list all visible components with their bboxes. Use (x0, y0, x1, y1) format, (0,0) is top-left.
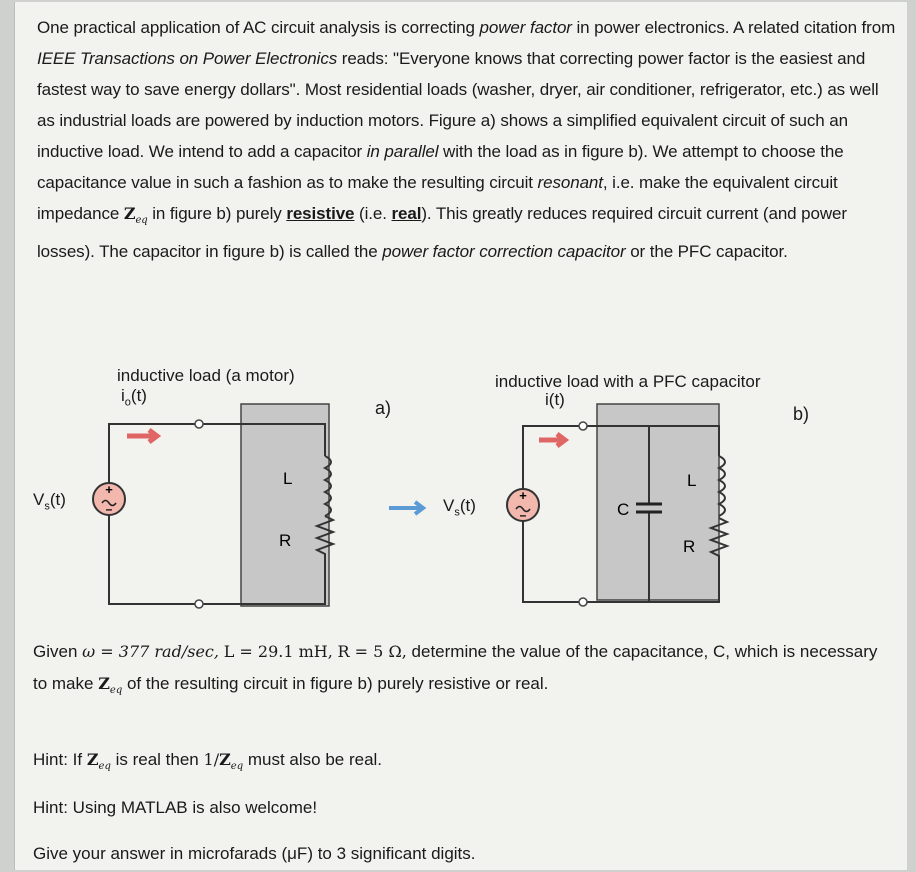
figure-b-current-label: i(t) (545, 390, 565, 409)
figure-b-resistor-label: R (683, 537, 696, 556)
figure-b-caption: inductive load with a PFC capacitor (495, 372, 761, 391)
current-arrow-icon (127, 430, 157, 442)
circuit-diagrams (15, 386, 907, 626)
terminal-node (195, 600, 203, 608)
intro-paragraph: One practical application of AC circuit analysis is correcting power factor in power electronics. A related citation from IEEE Transactions on Power Electronics reads: "Everyone knows that correcting power factor is the easiest and fastest way to save energy dollars". Most residential loads (washer, dryer, air conditioner, refrigerator, etc.) as well as industrial loads are powered by induction motors. Figure a) shows a simplified equivalent circuit of such an inductive load. We intend to add a capacitor in parallel with the load as in figure b). We attempt to choose the capacitance value in such a fashion as to make the resulting circuit resonant, i.e. make the equivalent circuit impedance $Z_{eq}$ in figure b) purely resistive (i.e. real). This greatly reduces required circuit current (and power losses). The capacitor in figure b) is called the power factor correction capacitor or the PFC capacitor. (37, 18, 896, 262)
figure-a-load-box (241, 404, 329, 606)
figure-a-caption: inductive load (a motor) (117, 366, 295, 385)
figure-b-source-label: $V_s(t)$ (443, 496, 476, 519)
figure-a-current-label: $i_o(t)$ (121, 386, 147, 409)
figure-a-inductor-label: L (283, 469, 293, 488)
transition-arrow-icon (389, 502, 423, 514)
figure-b-capacitor-label: C (617, 500, 630, 519)
svg-text:+: + (519, 488, 527, 503)
svg-text:+: + (105, 482, 113, 497)
svg-text:–: – (105, 502, 113, 516)
figure-b-label: b) (793, 404, 810, 424)
figure-a-label: a) (375, 398, 392, 418)
figure-a-circuit (93, 404, 333, 608)
answer-prompt: Give your answer in microfarads (μF) to 3 significant digits. (33, 844, 476, 863)
svg-text:–: – (519, 508, 527, 522)
current-arrow-icon (539, 434, 565, 446)
terminal-node (195, 420, 203, 428)
hint-1: Hint: If $Z_{eq}$ is real then $1/Z_{eq}$ must also be real. (33, 750, 383, 773)
given-statement: Given ω = 377 rad/sec, L = 29.1 mH, R = 5 Ω, determine the value of the capacitance, C, which is necessary to make $Z_{eq}$ of the resulting circuit in figure b) purely resistive or real. (33, 642, 878, 697)
inductor-coil (719, 456, 725, 516)
figure-a-resistor-label: R (279, 531, 292, 550)
figure-b-load-box (597, 404, 719, 600)
problem-page (14, 2, 907, 870)
terminal-node (579, 598, 587, 606)
problem-intro (37, 12, 897, 267)
figure-a-source-label: $V_s(t)$ (33, 490, 66, 513)
figure-b-inductor-label: L (687, 471, 697, 490)
hint-2: Hint: Using MATLAB is also welcome! (33, 798, 318, 817)
zeq-symbol: $Z_{eq}$ (123, 204, 148, 227)
terminal-node (579, 422, 587, 430)
figure-b-circuit (507, 404, 727, 606)
